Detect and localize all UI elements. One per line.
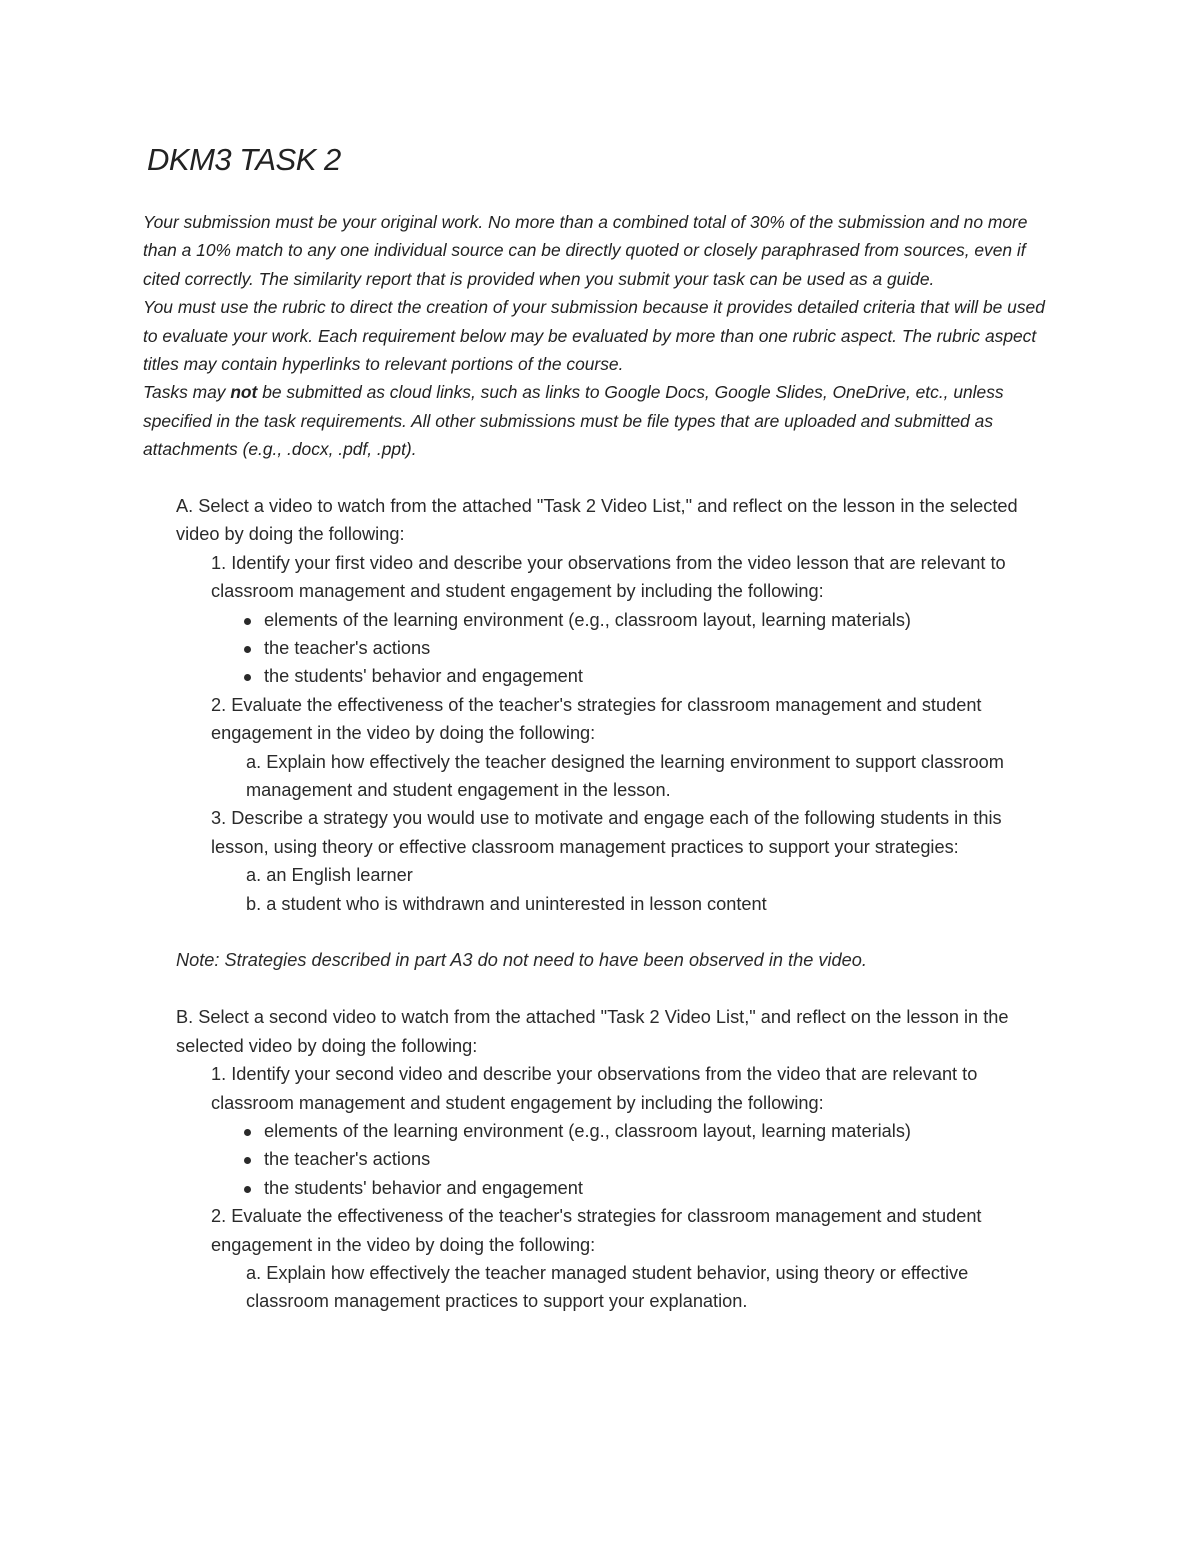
list-item bbox=[0, 1145, 1200, 1173]
list-item bbox=[0, 1174, 1200, 1202]
section-a-item-3a: a. an English learner bbox=[246, 865, 413, 886]
section-a-item-2a: a. Explain how effectively the teacher designed the learning environment to support classroom management and student engagement in the lesson. bbox=[246, 751, 1004, 801]
bullet-text: the students' behavior and engagement bbox=[264, 1177, 583, 1198]
section-b-item-2: 2. Evaluate the effectiveness of the teacher's strategies for classroom management and student engagement in the video by doing the following: bbox=[211, 1206, 982, 1255]
section-a-item-1: 1. Identify your first video and describe your observations from the video lesson that are relevant to classroom management and student engagement by including the following: bbox=[211, 552, 1006, 602]
section-a-item-3b: b. a student who is withdrawn and uninterested in lesson content bbox=[246, 893, 767, 914]
requirements-body bbox=[0, 492, 1200, 1316]
bullet-text: elements of the learning environment (e.g., classroom layout, learning materials) bbox=[264, 1120, 911, 1141]
spacer bbox=[0, 975, 1200, 1003]
bullet-icon bbox=[244, 674, 251, 681]
bullet-text: elements of the learning environment (e.g., classroom layout, learning materials) bbox=[264, 609, 911, 630]
list-item bbox=[0, 662, 1200, 690]
p3-before: Tasks may bbox=[143, 382, 231, 403]
list-item bbox=[0, 606, 1200, 634]
list-item bbox=[0, 634, 1200, 662]
section-a-heading: A. Select a video to watch from the attached "Task 2 Video List," and reflect on the lesson in the selected video by doing the following: bbox=[176, 496, 1018, 545]
bullet-text: the teacher's actions bbox=[264, 1149, 431, 1170]
list-item bbox=[0, 1117, 1200, 1145]
bullet-icon bbox=[244, 646, 251, 653]
section-a-item-3: 3. Describe a strategy you would use to motivate and engage each of the following students in this lesson, using theory or effective classroom management practices to support your strategies: bbox=[211, 808, 1002, 857]
section-b-heading: B. Select a second video to watch from the attached "Task 2 Video List," and reflect on the lesson in the selected video by doing the following: bbox=[176, 1007, 1009, 1056]
submission-format-paragraph bbox=[143, 378, 1058, 463]
bullet-icon bbox=[244, 1186, 251, 1193]
bullet-text: the students' behavior and engagement bbox=[264, 666, 583, 687]
spacer bbox=[0, 918, 1200, 946]
section-b-item-2a: a. Explain how effectively the teacher managed student behavior, using theory or effective classroom management practices to support your explanation. bbox=[246, 1262, 969, 1312]
section-a-note: Note: Strategies described in part A3 do not need to have been observed in the video. bbox=[176, 950, 867, 971]
section-a-item-2: 2. Evaluate the effectiveness of the teacher's strategies for classroom management and student engagement in the video by doing the following: bbox=[211, 694, 982, 744]
section-b-bullet-list bbox=[0, 1117, 1200, 1202]
intro-block bbox=[143, 208, 1058, 464]
originality-paragraph: Your submission must be your original work. No more than a combined total of 30% of the submission and no more than a 10% match to any one individual source can be directly quoted or closely paraphrased from sources, even if cited correctly. The similarity report that is provided when you submit your task can be used as a guide. bbox=[143, 212, 1028, 289]
p3-bold: not bbox=[230, 382, 258, 403]
rubric-paragraph: You must use the rubric to direct the creation of your submission because it provides detailed criteria that will be used to evaluate your work. Each requirement below may be evaluated by more than one rubric aspect. The rubric aspect titles may contain hyperlinks to relevant portions of the course. bbox=[143, 297, 1045, 375]
section-a-bullet-list bbox=[0, 606, 1200, 691]
bullet-text: the teacher's actions bbox=[264, 638, 431, 659]
document-title: DKM3 TASK 2 bbox=[147, 142, 341, 177]
bullet-icon bbox=[244, 618, 251, 625]
bullet-icon bbox=[244, 1129, 251, 1136]
bullet-icon bbox=[244, 1157, 251, 1164]
p3-after: be submitted as cloud links, such as links to Google Docs, Google Slides, OneDrive, etc., unless specified in the task requirements. All other submissions must be file types that are uploaded and submitted as attachments (e.g., .docx, .pdf, .ppt). bbox=[143, 382, 1004, 460]
section-b-item-1: 1. Identify your second video and describe your observations from the video that are relevant to classroom management and student engagement by including the following: bbox=[211, 1064, 978, 1113]
